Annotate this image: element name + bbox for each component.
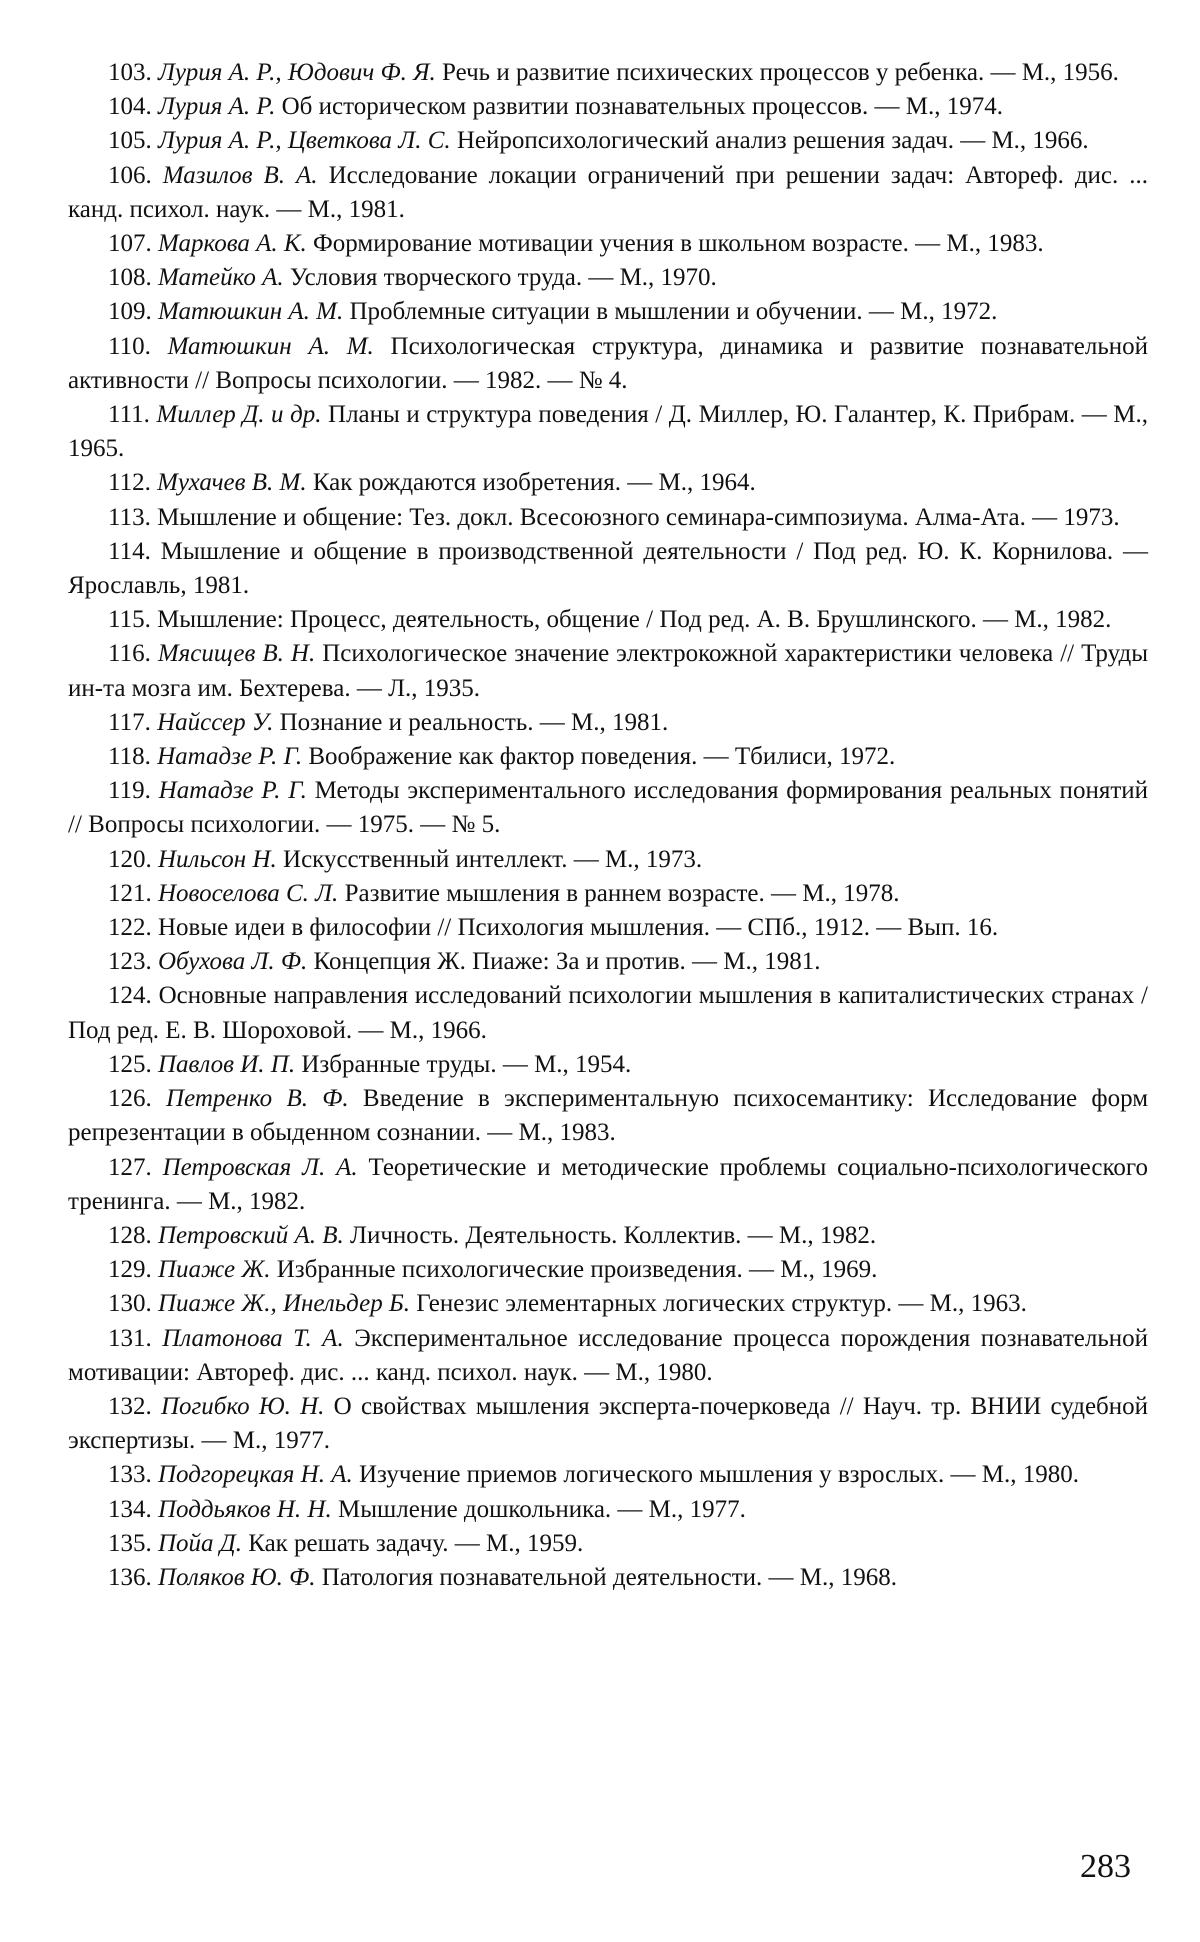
reference-text: Личность. Деятельность. Коллектив. — М., 1982. (350, 1222, 876, 1249)
reference-entry (68, 295, 1148, 329)
reference-entry (68, 1322, 1148, 1390)
reference-number: 128. (108, 1222, 152, 1249)
reference-number: 119. (108, 777, 151, 804)
reference-text: Искусственный интеллект. — М., 1973. (283, 846, 702, 873)
reference-author: Петровская Л. А. (163, 1154, 358, 1181)
reference-entry (68, 227, 1148, 261)
reference-entry (68, 159, 1148, 227)
reference-number: 103. (108, 59, 152, 86)
reference-number: 108. (108, 264, 152, 291)
reference-author: Натадзе Р. Г. (157, 743, 302, 770)
reference-entry (68, 843, 1148, 877)
reference-number: 127. (108, 1154, 152, 1181)
reference-author: Петренко В. Ф. (166, 1085, 349, 1112)
reference-author: Маркова А. К. (158, 230, 307, 257)
reference-number: 114. (108, 538, 151, 565)
reference-author: Обухова Л. Ф. (158, 948, 307, 975)
reference-number: 110. (108, 333, 151, 360)
reference-number: 109. (108, 298, 152, 325)
reference-author: Пиаже Ж. (158, 1256, 270, 1283)
reference-text: Воображение как фактор поведения. — Тбилиси, 1972. (308, 743, 895, 770)
bibliography-page (68, 56, 1148, 1595)
reference-entry (68, 398, 1148, 466)
reference-entry (68, 603, 1148, 637)
reference-entry (68, 90, 1148, 124)
reference-author: Погибко Ю. Н. (161, 1393, 324, 1420)
reference-entry (68, 1493, 1148, 1527)
reference-number: 125. (108, 1051, 152, 1078)
reference-author: Поляков Ю. Ф. (158, 1564, 315, 1591)
reference-text: Исследование локации ограничений при решении задач: Автореф. дис. ... канд. психол. наук. — М., 1981. (68, 162, 1148, 223)
reference-number: 120. (108, 846, 152, 873)
reference-entry (68, 1527, 1148, 1561)
reference-number: 121. (108, 880, 152, 907)
reference-author: Поддьяков Н. Н. (158, 1496, 332, 1523)
reference-author: Павлов И. П. (158, 1051, 295, 1078)
reference-author: Петровский А. В. (158, 1222, 344, 1249)
reference-text: Мышление: Процесс, деятельность, общение / Под ред. А. В. Брушлинского. — М., 1982. (157, 606, 1111, 633)
reference-number: 123. (108, 948, 152, 975)
reference-entry (68, 1082, 1148, 1150)
reference-entry (68, 637, 1148, 705)
reference-entry (68, 1390, 1148, 1458)
reference-number: 113. (108, 504, 151, 531)
reference-text: Психологическая структура, динамика и развитие познавательной активности // Вопросы психологии. — 1982. — № 4. (68, 333, 1148, 394)
reference-entry (68, 1458, 1148, 1492)
reference-text: Речь и развитие психических процессов у ребенка. — М., 1956. (442, 59, 1119, 86)
reference-author: Подгорецкая Н. А. (158, 1461, 353, 1488)
reference-author: Нильсон Н. (158, 846, 277, 873)
reference-number: 122. (108, 914, 152, 941)
reference-author: Матейко А. (158, 264, 284, 291)
reference-text: Развитие мышления в раннем возрасте. — М., 1978. (345, 880, 900, 907)
reference-entry (68, 979, 1148, 1047)
reference-number: 124. (108, 982, 152, 1009)
reference-author: Натадзе Р. Г. (159, 777, 307, 804)
reference-text: Экспериментальное исследование процесса порождения познавательной мотивации: Автореф. дис. ... канд. психол. наук. — М., 1980. (68, 1325, 1148, 1386)
reference-number: 130. (108, 1290, 152, 1317)
reference-number: 135. (108, 1530, 152, 1557)
reference-number: 106. (108, 162, 152, 189)
reference-number: 134. (108, 1496, 152, 1523)
reference-entry (68, 124, 1148, 158)
reference-text: Проблемные ситуации в мышлении и обучении. — М., 1972. (349, 298, 997, 325)
reference-text: Новые идеи в философии // Психология мышления. — СПб., 1912. — Вып. 16. (158, 914, 998, 941)
reference-text: Условия творческого труда. — М., 1970. (290, 264, 717, 291)
reference-entry (68, 1253, 1148, 1287)
reference-number: 132. (108, 1393, 152, 1420)
reference-number: 116. (108, 640, 151, 667)
reference-number: 136. (108, 1564, 152, 1591)
reference-number: 105. (108, 127, 152, 154)
reference-text: Методы экспериментального исследования формирования реальных понятий // Вопросы психологии. — 1975. — № 5. (68, 777, 1148, 838)
reference-entry (68, 774, 1148, 842)
reference-author: Лурия А. Р. (158, 93, 275, 120)
reference-text: Познание и реальность. — М., 1981. (280, 709, 669, 736)
reference-text: Избранные психологические произведения. — М., 1969. (277, 1256, 878, 1283)
reference-text: О свойствах мышления эксперта-почерковеда // Науч. тр. ВНИИ судебной экспертизы. — М., 1977. (68, 1393, 1148, 1454)
reference-entry (68, 535, 1148, 603)
reference-author: Мухачев В. М. (157, 469, 307, 496)
reference-number: 129. (108, 1256, 152, 1283)
reference-number: 133. (108, 1461, 152, 1488)
reference-author: Матюшкин А. М. (158, 298, 343, 325)
reference-number: 112. (108, 469, 151, 496)
page-number: 283 (1080, 1847, 1131, 1887)
reference-number: 111. (108, 401, 150, 428)
reference-author: Пойа Д. (158, 1530, 242, 1557)
reference-author: Мазилов В. А. (163, 162, 318, 189)
reference-text: Нейропсихологический анализ решения задач. — М., 1966. (457, 127, 1089, 154)
reference-entry (68, 1151, 1148, 1219)
reference-text: Как рождаются изобретения. — М., 1964. (313, 469, 756, 496)
reference-entry (68, 1048, 1148, 1082)
reference-entry (68, 740, 1148, 774)
reference-entry (68, 466, 1148, 500)
reference-text: Основные направления исследований психологии мышления в капиталистических странах / Под ред. Е. В. Шороховой. — М., 1966. (68, 982, 1148, 1043)
reference-text: Генезис элементарных логических структур. — М., 1963. (416, 1290, 1027, 1317)
reference-text: Формирование мотивации учения в школьном возрасте. — М., 1983. (313, 230, 1044, 257)
reference-number: 117. (108, 709, 151, 736)
reference-text: Планы и структура поведения / Д. Миллер, Ю. Галантер, К. Прибрам. — М., 1965. (68, 401, 1148, 462)
reference-author: Лурия А. Р., Цветкова Л. С. (158, 127, 451, 154)
reference-number: 115. (108, 606, 151, 633)
reference-text: Теоретические и методические проблемы социально-психологического тренинга. — М., 1982. (68, 1154, 1148, 1215)
reference-entry (68, 1219, 1148, 1253)
reference-entry (68, 945, 1148, 979)
reference-text: Мышление дошкольника. — М., 1977. (338, 1496, 746, 1523)
reference-text: Мышление и общение: Тез. докл. Всесоюзного семинара-симпозиума. Алма-Ата. — 1973. (157, 504, 1120, 531)
reference-number: 131. (108, 1325, 152, 1352)
reference-author: Новоселова С. Л. (158, 880, 338, 907)
reference-text: Патология познавательной деятельности. — М., 1968. (322, 1564, 897, 1591)
reference-author: Платонова Т. А. (162, 1325, 343, 1352)
reference-entry (68, 330, 1148, 398)
reference-text: Психологическое значение электрокожной характеристики человека // Труды ин-та мозга им. Бехтерева. — Л., 1935. (68, 640, 1148, 701)
reference-entry (68, 706, 1148, 740)
reference-list (68, 56, 1148, 1595)
reference-text: Как решать задачу. — М., 1959. (248, 1530, 583, 1557)
reference-number: 107. (108, 230, 152, 257)
reference-number: 104. (108, 93, 152, 120)
reference-entry (68, 1561, 1148, 1595)
reference-text: Избранные труды. — М., 1954. (301, 1051, 631, 1078)
reference-entry (68, 56, 1148, 90)
reference-author: Найссер У. (157, 709, 273, 736)
reference-entry (68, 877, 1148, 911)
reference-author: Матюшкин А. М. (168, 333, 374, 360)
reference-entry (68, 261, 1148, 295)
reference-text: Об историческом развитии познавательных процессов. — М., 1974. (282, 93, 1003, 120)
reference-entry (68, 911, 1148, 945)
reference-text: Введение в экспериментальную психосемантику: Исследование форм репрезентации в обыденном сознании. — М., 1983. (68, 1085, 1148, 1146)
reference-author: Мясищев В. Н. (158, 640, 315, 667)
reference-entry (68, 1287, 1148, 1321)
reference-entry (68, 501, 1148, 535)
reference-number: 126. (108, 1085, 152, 1112)
reference-author: Пиаже Ж., Инельдер Б. (158, 1290, 410, 1317)
reference-text: Концепция Ж. Пиаже: За и против. — М., 1981. (314, 948, 821, 975)
reference-number: 118. (108, 743, 151, 770)
reference-author: Лурия А. Р., Юдович Ф. Я. (158, 59, 436, 86)
reference-author: Миллер Д. и др. (156, 401, 321, 428)
reference-text: Изучение приемов логического мышления у взрослых. — М., 1980. (359, 1461, 1079, 1488)
reference-text: Мышление и общение в производственной деятельности / Под ред. Ю. К. Корнилова. — Ярославль, 1981. (68, 538, 1148, 599)
